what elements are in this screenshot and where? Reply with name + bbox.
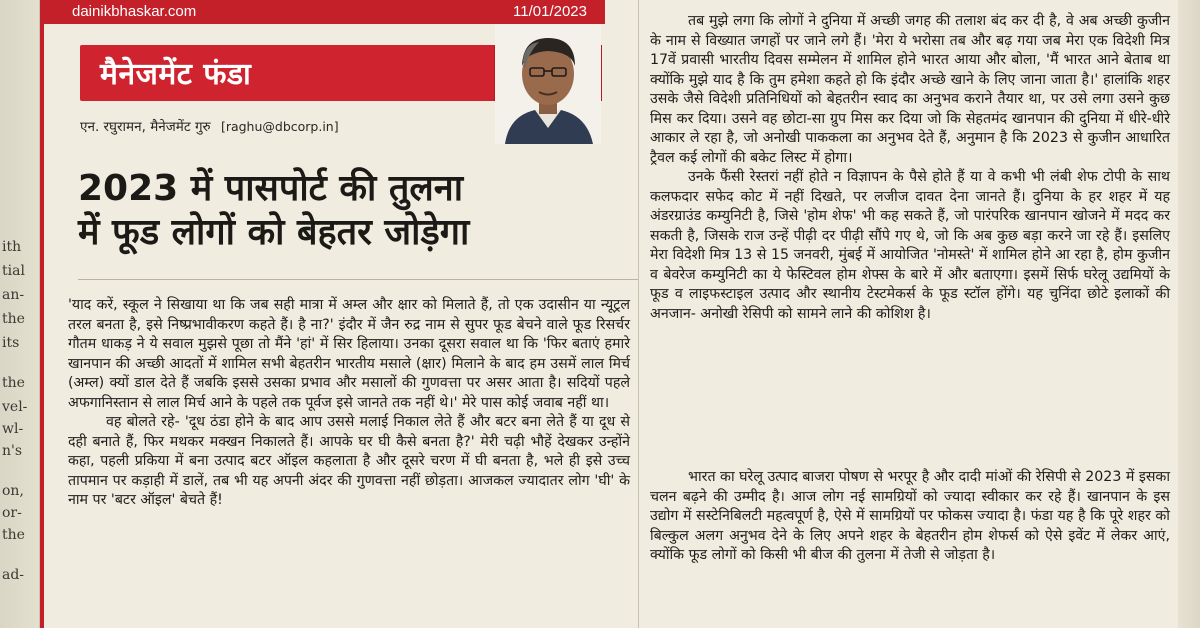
paragraph: वह बोलते रहे- 'दूध ठंडा होने के बाद आप उससे मलाई निकाल लेते हैं और बटर बना लेते हैं या दूध से दही बनाते हैं, फिर मथकर मक्खन निकालते हैं। आपके घर घी कैसे बनता है?' मेरी चढ़ी भौहें देखकर उन्होंने कहा, पहली प्रकिया में बना उत्पाद बटर ऑइल कहलाता है और दूसरे चरण में घी बनता है, भले ही इसे उच्च तापमान पर कड़ाही में डालें, तब भी यह अपनी अंदर की गुणवत्ता नहीं छोड़ता। आजकल ज्यादातर लोग 'घी' के नाम पर 'बटर ऑइल' बेचते हैं! [68,414,630,508]
paragraph: 'याद करें, स्कूल ने सिखाया था कि जब सही मात्रा में अम्ल और क्षार को मिलाते हैं, तो एक उदासीन या न्यूट्रल तरल बनता है, इसे निष्प्रभावीकरण कहते हैं। है ना?' इंदौर में जैन रुद्र नाम से सुपर फूड बेचने वाले फूड रिसर्चर गौतम धाकड़ ने ये सवाल मुझसे पूछा तो मैंने 'हां' में सिर हिलाया। उनका दूसरा सवाल था कि 'फिर बताएं हमारे खानपान की अच्छी आदतों में शामिल सभी बेहतरीन भारतीय मसाले (क्षार) मिलाने के बाद हम उसमें लाल मिर्च (अम्ल) क्यों डाल देते हैं जबकि इससे उसका प्रभाव और मसालों की गुणवत्ता पर असर आता है। सदियों पहले अफगानिस्तान से लाल मिर्च आने के पहले तक पूर्वज इसे जानते तक नहीं थे।' मेरे पास कोई जवाब नहीं था। [68,297,630,411]
fragment-text: or- [2,505,22,521]
article-left-column [68,296,630,511]
fragment-text: tial [2,263,25,279]
masthead-bar [40,0,605,24]
paragraph: उनके फैंसी रेस्तरां नहीं होते न विज्ञापन के पैसे होते हैं या वे कभी भी लंबी शेफ टोपी के साथ कलफदार सफेद कोट में नहीं दिखते, पर लजीज दावत देना जानते हैं। दुनिया के हर शहर में यह अंडरग्राउंड कम्युनिटी है, जिसे 'होम शेफ' भी कह सकते हैं, जो पारंपरिक खानपान खोजने में मदद कर सकती है, जिसके राज उन्हें पीढ़ी दर पीढ़ी सौंपे गए थे, जो कि अब कुछ बड़ा करने जा रहे हैं। इसलिए मेरा विदेशी मित्र 13 से 15 जनवरी, मुंबई में आयोजित 'नोमस्ते' में शामिल होने आ रहा है, होम कुजीन व बेवरेज कम्युनिटी का ये फेस्टिवल होम शेफ्स के बारे में और बताएगा। इसमें सिर्फ घरेलू उद्यमियों के फूड व लाइफस्टाइल उत्पाद और स्थानीय टेस्टमेकर्स के फूड स्टॉल होंगे। यह चुनिंदा छोटे इलाकों की अनजान- अनोखी रेसिपी को सामने लाने की कोशिश है। [650,169,1170,322]
site-name: dainikbhaskar.com [72,3,197,20]
author-email: [raghu@dbcorp.in] [220,119,339,134]
fragment-text: the [2,527,25,543]
fragment-text: vel- [2,399,28,415]
byline [80,117,480,135]
headline-divider [78,279,638,280]
page-edge [1178,0,1200,628]
paragraph: भारत का घरेलू उत्पाद बाजरा पोषण से भरपूर है और दादी मांओं की रेसिपी से 2023 में इसका चलन बढ़ने की उम्मीद है। आज लोग नई सामग्रियों को ज्यादा स्वीकार कर रहे हैं। खानपान के इस उद्योग में सस्टेनिबिलटी महत्वपूर्ण है, ऐसे में सामग्रियों पर फोकस ज्यादा है। फंडा यह है कि पूरे शहर को बिल्कुल अलग अनुभव देने के लिए अपने शहर के बेहतरीन होम शेफर्स को ऐसे इवेंट में लेकर आएं, क्योंकि फूड लोगों को किसी भी बीज की तुलना में तेजी से जोड़ता है। [650,469,1170,563]
red-edge-strip [40,24,44,628]
author-name: एन. रघुरामन, मैनेजमेंट गुरु [80,119,211,135]
fragment-text: the [2,311,25,327]
fragment-text: ad- [2,567,25,583]
publish-date: 11/01/2023 [513,3,587,20]
headline-line-2: में फूड लोगों को बेहतर जोड़ेगा [78,212,470,253]
headline-line-1: 2023 में पासपोर्ट की तुलना [78,168,464,209]
article-headline [78,167,638,255]
fragment-text: ith [2,239,22,255]
newspaper-page [40,0,1200,628]
fragment-text: an- [2,287,25,303]
fragment-text: on, [2,483,24,499]
column-divider [638,0,639,628]
portrait-illustration [495,24,601,144]
author-photo [495,24,601,144]
fragment-text: the [2,375,25,391]
fragment-text: n's [2,443,23,459]
fragment-text: its [2,335,20,351]
article-conclusion [650,468,1170,566]
paragraph: तब मुझे लगा कि लोगों ने दुनिया में अच्छी जगह की तलाश बंद कर दी है, वे अब अच्छी कुजीन के नाम से विख्यात जगहों पर जाने लगे हैं। 'मेरा ये भरोसा तब और बढ़ गया जब मेरा एक विदेशी मित्र 17वें प्रवासी भारतीय दिवस सम्मेलन में शामिल होने भारत आया और बोला, 'मैं भारत आने बेताब था क्योंकि मुझे याद है कि तुम हमेशा कहते हो कि इंदौर अच्छे खाने के लिए जाना जाता है।' हालांकि शहर उसके जैसे विदेशी प्रतिनिधियों को बेहतरीन स्वाद का अनुभव कराने तैयार था, पर उसे लगा उसने कुछ मिस कर दिया। उसने वह छोटा-सा ग्रुप मिस कर दिया जो कि सेहतमंद खानपान की दुनिया में धीरे-धीरे आकार ले रहा है, जो अनोखी पाककला का अनुभव देते हैं, अनुमान है कि 2023 से कुजीन आधारित ट्रैवल कई लोगों की बकेट लिस्ट में होगा। [650,13,1170,166]
article-right-column [650,12,1170,324]
column-title: मैनेजमेंट फंडा [100,57,252,92]
fragment-text: wl- [2,421,24,437]
previous-page-scrap [0,0,40,628]
